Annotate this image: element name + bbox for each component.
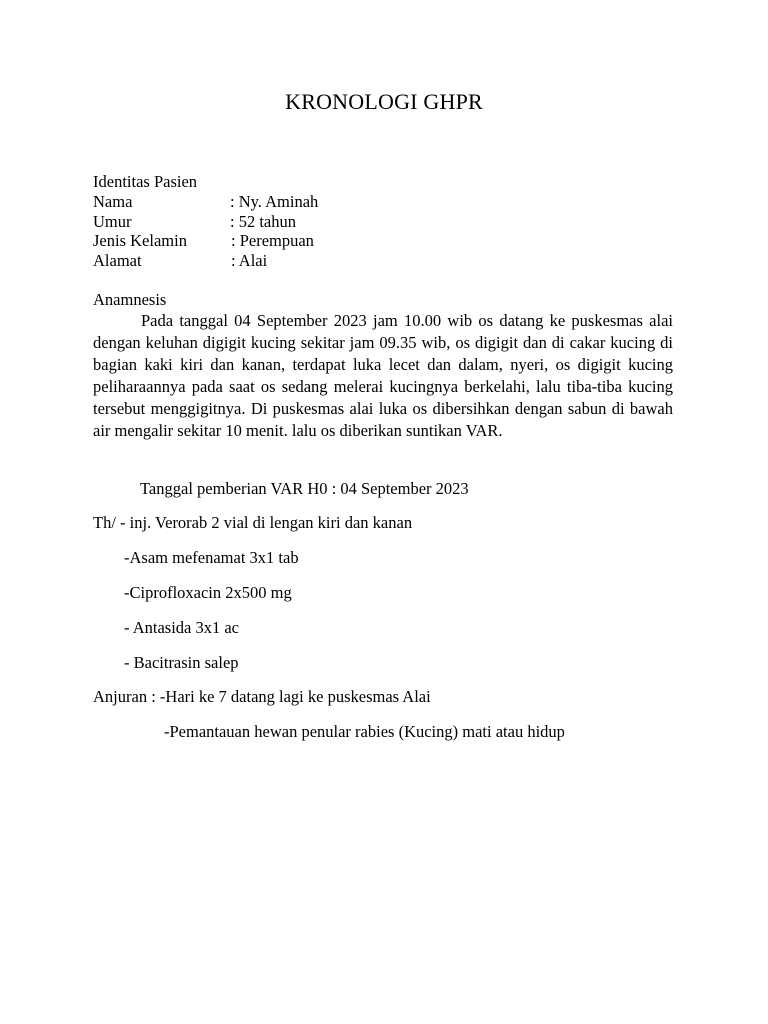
document-title: KRONOLOGI GHPR	[285, 89, 483, 114]
therapy-item-ciprofloxacin: -Ciprofloxacin 2x500 mg	[124, 583, 292, 602]
therapy-item-antasida: - Antasida 3x1 ac	[124, 618, 240, 637]
therapy-item-bacitrasin: - Bacitrasin salep	[124, 653, 239, 672]
identity-label-umur: Umur	[93, 212, 132, 231]
identity-value-alamat: : Alai	[231, 251, 268, 270]
identity-label-jenis-kelamin: Jenis Kelamin	[93, 231, 187, 250]
var-date-line: Tanggal pemberian VAR H0 : 04 September 2023	[140, 479, 469, 498]
identity-label-alamat: Alamat	[93, 251, 142, 270]
identity-heading: Identitas Pasien	[93, 172, 198, 191]
identity-value-umur: : 52 tahun	[230, 212, 296, 231]
advice-line-second: -Pemantauan hewan penular rabies (Kucing) mati atau hidup	[164, 722, 565, 741]
therapy-item-asam-mefenamat: -Asam mefenamat 3x1 tab	[124, 548, 299, 567]
anamnesis-heading: Anamnesis	[93, 290, 167, 309]
identity-value-nama: : Ny. Aminah	[230, 192, 319, 211]
identity-label-nama: Nama	[93, 192, 133, 211]
anamnesis-paragraph: Pada tanggal 04 September 2023 jam 10.00 wib os datang ke puskesmas alai dengan keluhan digigit kucing sekitar jam 09.35 wib, os digigit dan di cakar kucing di bagian kaki kiri dan kanan, terdapat luka lecet dan dalam, nyeri, os digigit kucing peliharaannya pada saat os sedang melerai kucingnya berkelahi, lalu tiba-tiba kucing tersebut menggigitnya. Di puskesmas alai luka os dibersihkan dengan sabun di bawah air mengalir sekitar 10 menit. lalu os diberikan suntikan VAR.	[93, 311, 673, 440]
identity-value-jenis-kelamin: : Perempuan	[231, 231, 314, 250]
advice-line-first: Anjuran : -Hari ke 7 datang lagi ke puskesmas Alai	[93, 687, 431, 706]
therapy-line-injection: Th/ - inj. Verorab 2 vial di lengan kiri dan kanan	[93, 513, 413, 532]
